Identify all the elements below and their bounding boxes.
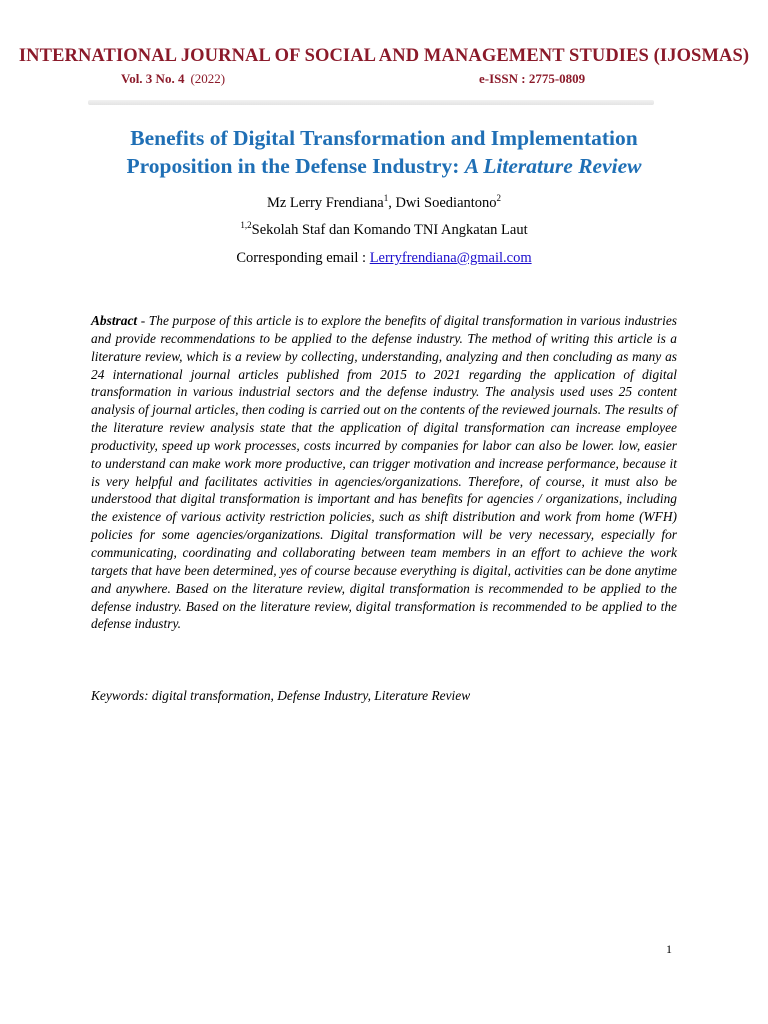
affiliation bbox=[0, 222, 768, 239]
abstract-text: - The purpose of this article is to explore the benefits of digital transformation in various industries and provide recommendations to be applied to the defense industry. The method of writing this article is a literature review, which is a review by collecting, understanding, analyzing and then concluding as many as 24 international journal articles published from 2015 to 2021 regarding the application of digital transformation in various industrial sectors and the defense industry. The analysis used uses 25 content analysis of journal articles, then coding is carried out on the contents of the reviewed journals. The results of the literature review analysis state that the application of digital transformation can increase employee productivity, speed up work processes, costs incurred by companies for labor can also be lower. low, easier to understand can make work more productive, can trigger motivation and increase performance, because it is very helpful and facilitates activities in agencies/organizations. Therefore, of course, it must also be understood that digital transformation is important and has benefits for agencies / organizations, including the existence of various activity restriction policies, such as shift distribution and work from home (WFH) policies for some agencies/organizations. Digital transformation will be very necessary, especially for communicating, coordinating and collaborating between team members in an effort to achieve the work targets that have been determined, yes of course because everything is digital, activities can be done anytime and anywhere. Based on the literature review, digital transformation is recommended to be applied to the defense industry. Based on the literature review, digital transformation is recommended to be applied to the defense industry. bbox=[91, 313, 677, 632]
affiliation-mark: 1,2 bbox=[240, 220, 252, 231]
keywords: Keywords: digital transformation, Defense Industry, Literature Review bbox=[91, 688, 471, 703]
volume-year: (2022) bbox=[190, 71, 226, 86]
paper-title-line1: Benefits of Digital Transformation and Implementation bbox=[130, 126, 638, 150]
journal-issn: e-ISSN : 2775-0809 bbox=[479, 71, 586, 86]
page-number: 1 bbox=[666, 942, 672, 956]
author-1: Mz Lerry Frendiana bbox=[266, 195, 384, 211]
paper-title-line2 bbox=[60, 152, 708, 180]
header-divider bbox=[88, 100, 654, 105]
email-label: Corresponding email : bbox=[236, 250, 370, 266]
author-2: Dwi Soediantono bbox=[395, 195, 497, 211]
affiliation-name: Sekolah Staf dan Komando TNI Angkatan Laut bbox=[251, 222, 528, 238]
paper-title bbox=[60, 124, 708, 180]
journal-title: INTERNATIONAL JOURNAL OF SOCIAL AND MANAGEMENT STUDIES (IJOSMAS) bbox=[18, 46, 750, 66]
paper-title-main: Proposition in the Defense Industry: bbox=[126, 154, 465, 178]
authors bbox=[0, 195, 768, 212]
volume-number: Vol. 3 No. 4 bbox=[121, 71, 185, 86]
paper-title-italic: A Literature Review bbox=[464, 154, 642, 178]
author-separator: , bbox=[388, 195, 396, 211]
email-link[interactable]: Lerryfrendiana@gmail.com bbox=[369, 250, 532, 266]
author-1-affiliation-mark: 1 bbox=[383, 193, 389, 204]
journal-volume bbox=[121, 71, 225, 87]
author-2-affiliation-mark: 2 bbox=[496, 193, 502, 204]
abstract-label: Abstract bbox=[91, 313, 138, 328]
corresponding-email bbox=[0, 250, 768, 267]
abstract bbox=[91, 312, 677, 633]
